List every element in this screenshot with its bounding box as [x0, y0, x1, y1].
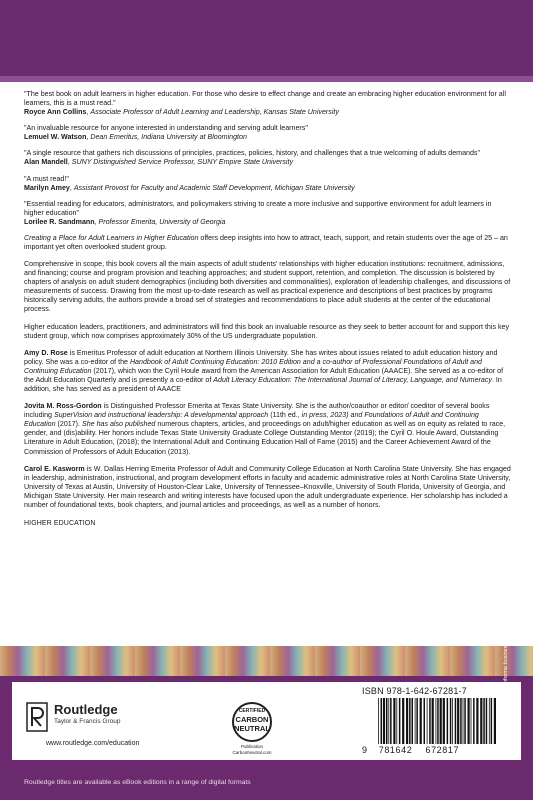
barcode-bar [480, 698, 482, 744]
barcode-bar [464, 698, 466, 744]
endorsement-attribution: Marilyn Amey, Assistant Provost for Faculty and Academic Staff Development, Michigan State University [24, 183, 355, 192]
back-cover-text [24, 90, 512, 529]
barcode-bar [402, 698, 404, 744]
carbon-label: NEUTRAL [234, 724, 270, 733]
informa-business-label: an informa business [503, 642, 509, 692]
barcode-bar [473, 698, 475, 744]
barcode-bar [396, 698, 397, 744]
endorser-name: Lemuel W. Watson [24, 133, 87, 142]
barcode-bar [460, 698, 462, 744]
bio-text: . In addition, she has served as a president of AAACE [24, 375, 502, 394]
bio-text: (2017). [55, 420, 82, 429]
barcode-bar [420, 698, 422, 744]
carbon-neutral-badge [226, 700, 278, 754]
author-bio [24, 465, 512, 510]
barcode-bar [393, 698, 395, 744]
barcode-bar [457, 698, 459, 744]
book-title: Creating a Place for Adult Learners in Higher Education [24, 233, 199, 242]
decorative-pattern-strip [0, 646, 533, 676]
bio-journal-title: Adult Literacy Education: The International Journal of Literacy, Language, and Numeracy [213, 375, 492, 384]
bio-book-title: SuperVision and instructional leadership: A developmental approach [53, 411, 269, 420]
bio-book-title: Handbook of Adult Continuing Education: 2010 Edition and a co-author of Professional Foundations of Adult and Continuing Education [24, 357, 482, 375]
barcode-digit-group: 672817 [425, 745, 460, 755]
endorsement-quote: "A must read!" [24, 174, 69, 183]
barcode-digit-group: 781642 [378, 745, 413, 755]
barcode-bar [437, 698, 439, 744]
barcode-bar [399, 698, 401, 744]
barcode-bar [409, 698, 411, 744]
barcode-bar [450, 698, 452, 744]
author-name: Amy D. Rose [24, 348, 68, 357]
bio-text: (11th ed., [268, 411, 302, 420]
endorsement [24, 149, 512, 167]
endorsement-attribution: Lemuel W. Watson, Dean Emeritus, Indiana University at Bloomington [24, 133, 247, 142]
barcode-bar [476, 698, 478, 744]
barcode-bar [494, 698, 496, 744]
barcode-bar [436, 698, 437, 744]
bio-text: is Distinguished Professor Emerita at Texas State University. She is the author/coauthor or editor/ coeditor of several books including [24, 402, 490, 420]
barcode-bar [386, 698, 388, 744]
subject-category: HIGHER EDUCATION [24, 519, 96, 527]
barcode-digits [362, 745, 459, 755]
barcode-bar [489, 698, 490, 744]
bio-text: is Emeritus Professor of adult education at Northern Illinois University. She has writes about issues related to adult education history and policy. She was a co-editor of the [24, 348, 498, 366]
author-name: Jovita M. Ross-Gordon [24, 402, 102, 411]
description-paragraph: Comprehensive in scope, this book covers all the main aspects of adult students' relationships with higher education institutions: recruitment, admissions, and financing; course and program provision and teaching approaches; and student support, retention, and completion. The discussion is bolstered by chapters of analysis on adult student demographics (including both diversities and commonalities), exploration of leadership challenges, and discussions of measurements of success. Drawing from the most up-to-date research as well as practical experience and descriptions of best practices by programs historically serving adults, the authors provide a broad set of strategies and recommendations to place adult students at the center of the educational process. [24, 260, 511, 314]
routledge-r-icon [26, 702, 48, 732]
barcode-bar [440, 698, 442, 744]
publisher-group: Taylor & Francis Group [54, 718, 121, 725]
author-bio [24, 349, 512, 394]
description-text: offers deep insights into how to attract, teach, support, and retain students over the age of 25 – an important yet often overlooked student group. [24, 233, 508, 252]
barcode-bar [381, 698, 383, 744]
barcode-bar [424, 698, 426, 744]
author-bio [24, 402, 512, 456]
endorsement [24, 200, 512, 227]
endorser-name: Royce Ann Collins [24, 108, 87, 117]
barcode-bar [447, 698, 449, 744]
description-paragraph [24, 234, 512, 252]
barcode-bar [452, 698, 453, 744]
endorsement-quote: "The best book on adult learners in higher education. For those who desire to effect change and create an embracing higher education environment for all learners, this is a must read." [24, 90, 506, 108]
top-accent-strip [0, 76, 533, 82]
barcode-digit-group: 9 [362, 745, 368, 755]
barcode-bar [390, 698, 392, 744]
barcode-bar [383, 698, 385, 744]
endorsement-attribution: Lorilee R. Sandmann, Professor Emerita, University of Georgia [24, 217, 226, 226]
endorsement-quote: "An invaluable resource for anyone interested in understanding and serving adult learners" [24, 124, 308, 133]
top-color-band [0, 0, 533, 76]
endorsement-quote: "A single resource that gathers rich discussions of principles, practices, policies, history, and challenges that a true welcoming of adults demands" [24, 149, 480, 158]
carbon-label: Publication [240, 744, 263, 749]
barcode-bar [491, 698, 493, 744]
author-name: Carol E. Kasworm [24, 464, 85, 473]
barcode-bar [471, 698, 472, 744]
barcode-bar [483, 698, 485, 744]
description-paragraph: Higher education leaders, practitioners, and administrators will find this book an invaluable resource as they seek to better account for and support this key student group, which now comprises approximately 30% of the US undergraduate population. [24, 322, 510, 340]
endorsement [24, 175, 512, 193]
endorser-title: Professor Emerita, University of Georgia [98, 217, 226, 226]
barcode-bar [429, 698, 431, 744]
barcode-bar [427, 698, 428, 744]
bio-text: numerous chapters, articles, and proceedings on adult/higher education as well as on equity as related to race, gender, and (dis)ability. Her honors include Texas State University Graduate College Outstanding Mentor (2019); the Cyril O. Houle Award, Outstanding Literature in Adult Education, (2018); the International Adult and Continuing Education Hall of Fame (2015) and the Career Achievement Award of the Commission of Professors of Adult Education (2013). [24, 420, 506, 456]
carbon-label: CARBON [235, 715, 269, 724]
barcode-bar [416, 698, 418, 744]
barcode-bar [432, 698, 434, 744]
barcode-bar [412, 698, 414, 744]
endorser-title: Associate Professor of Adult Learning and Leadership, Kansas State University [90, 108, 339, 117]
isbn-label: ISBN 978-1-642-67281-7 [362, 686, 467, 696]
bio-book-title: in press, 2023) and Foundations of Adult and Continuing Education [24, 411, 479, 429]
endorser-name: Marilyn Amey [24, 183, 70, 192]
barcode-bar [455, 698, 457, 744]
endorser-name: Lorilee R. Sandmann [24, 217, 95, 226]
bio-text: (2017), which won the Cyril Houle award from the American Association for Adult Education (AAACE). She served as a co-editor of the Adult Education Quarterly and is presently a co-editor of [24, 366, 504, 384]
endorser-title: Dean Emeritus, Indiana University at Bloomington [90, 133, 247, 142]
endorsement-attribution: Royce Ann Collins, Associate Professor of Adult Learning and Leadership, Kansas State University [24, 108, 339, 117]
barcode-bar [486, 698, 488, 744]
publisher-name: Routledge [54, 702, 118, 717]
endorsement-quote: "Essential reading for educators, administrators, and policymakers striving to create a more inclusive and supportive environment for adult learners in higher education" [24, 199, 492, 217]
endorser-title: SUNY Distinguished Service Professor, SUNY Empire State University [71, 158, 294, 167]
barcode-bar [443, 698, 445, 744]
bio-text-italic: She has also published [81, 420, 156, 429]
endorsement-attribution: Alan Mandell, SUNY Distinguished Service Professor, SUNY Empire State University [24, 158, 294, 167]
publisher-url: www.routledge.com/education [46, 740, 140, 747]
bio-text: is W. Dallas Herring Emerita Professor of Adult and Community College Education at North Carolina State University. She has engaged in leadership, administration, instructional, and program development efforts in faculty and academic administrative roles at North Carolina State University, University of Texas at Austin, University of Houston-Clear Lake, University of Tennessee–Knoxville, University of South Florida, University of Georgia, and Michigan State University. Her main research and writing interests have focused upon the adult undergraduate experience. Her scholarship has included a number of foundational texts, book chapters, and journal articles and proceedings, as well as a number of honors. [24, 464, 511, 509]
barcode-bar [415, 698, 416, 744]
barcode-bar [388, 698, 389, 744]
barcode-bar [463, 698, 464, 744]
endorsement [24, 90, 512, 117]
endorsement [24, 124, 512, 142]
carbon-label: CERTIFIED [238, 708, 266, 714]
barcode-bar [406, 698, 408, 744]
barcode-icon [376, 698, 496, 744]
carbon-label: CarbonNeutral.com [232, 750, 272, 755]
barcode-bar [378, 698, 379, 744]
endorser-title: Assistant Provost for Faculty and Academic Staff Development, Michigan State University [73, 183, 355, 192]
endorser-name: Alan Mandell [24, 158, 68, 167]
routledge-logo [26, 700, 186, 736]
ebook-availability-note: Routledge titles are available as eBook editions in a range of digital formats [24, 779, 251, 786]
barcode-bar [468, 698, 470, 744]
